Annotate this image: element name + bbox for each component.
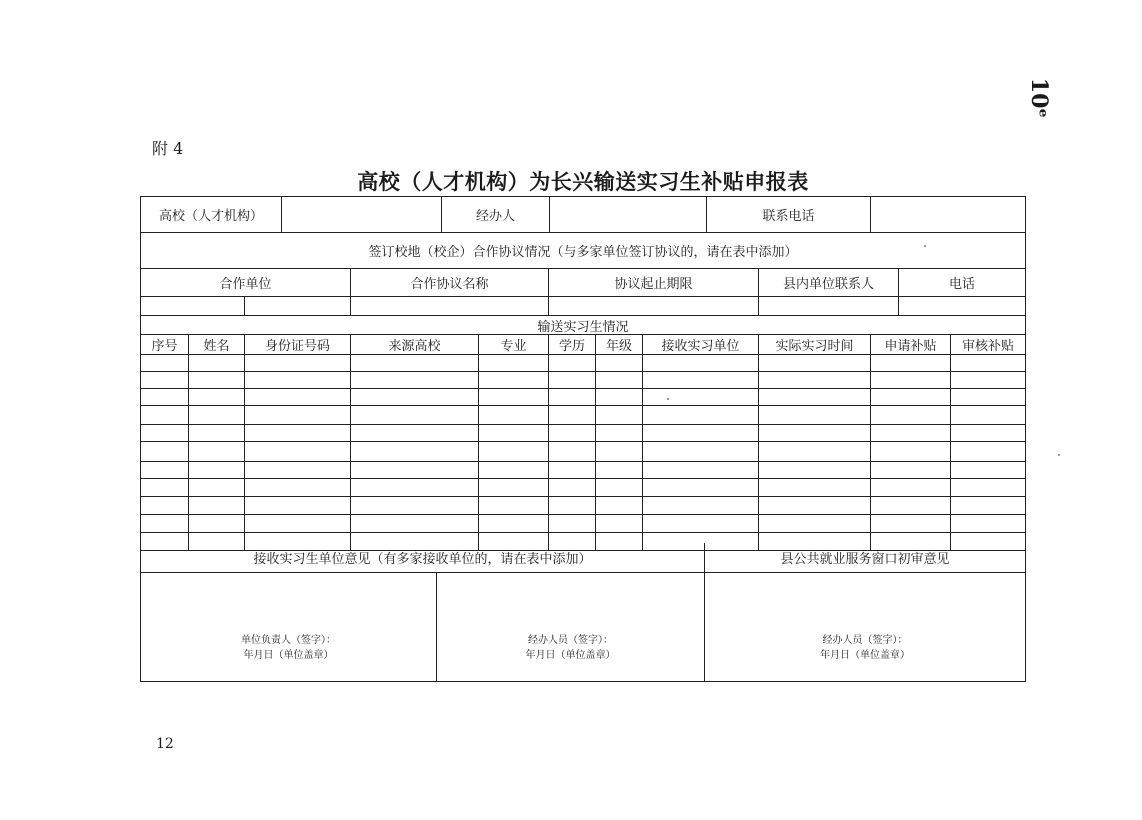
- col-agreement-period: 协议起止期限: [549, 269, 759, 297]
- intern-cell[interactable]: [759, 372, 871, 389]
- intern-cell[interactable]: [596, 479, 643, 497]
- institution-field[interactable]: [282, 197, 442, 233]
- intern-cell[interactable]: [351, 462, 479, 479]
- intern-cell[interactable]: [351, 389, 479, 406]
- intern-cell[interactable]: [189, 425, 245, 442]
- col-seq: 序号: [141, 335, 189, 355]
- col-partner-unit: 合作单位: [141, 269, 351, 297]
- col-subsidy-requested: 申请补贴: [871, 335, 951, 355]
- intern-cell[interactable]: [189, 515, 245, 533]
- signature-line: 单位负责人（签字）：: [241, 635, 336, 646]
- window-review-title: 县公共就业服务窗口初审意见: [705, 543, 1026, 573]
- col-host-unit: 接收实习单位: [643, 335, 759, 355]
- intern-cell[interactable]: [951, 515, 1026, 533]
- intern-cell[interactable]: [951, 442, 1026, 462]
- intern-cell[interactable]: [245, 462, 351, 479]
- form-title: 高校（人才机构）为长兴输送实习生补贴申报表: [357, 170, 809, 194]
- intern-cell[interactable]: [189, 406, 245, 425]
- col-actual-period: 实际实习时间: [759, 335, 871, 355]
- signature-box-window-handler[interactable]: [705, 573, 1026, 682]
- scan-speck: [924, 245, 926, 247]
- col-agreement-name: 合作协议名称: [351, 269, 549, 297]
- page-number: 12: [156, 736, 174, 752]
- intern-cell[interactable]: [596, 355, 643, 372]
- intern-cell[interactable]: [759, 515, 871, 533]
- intern-cell[interactable]: [245, 406, 351, 425]
- intern-cell[interactable]: [141, 442, 189, 462]
- intern-cell[interactable]: [643, 479, 759, 497]
- signature-box-unit-head[interactable]: [141, 573, 437, 682]
- intern-cell[interactable]: [189, 442, 245, 462]
- handler-field[interactable]: [550, 197, 707, 233]
- intern-cell[interactable]: [871, 442, 951, 462]
- col-degree: 学历: [549, 335, 596, 355]
- intern-cell[interactable]: [951, 372, 1026, 389]
- intern-cell[interactable]: [951, 425, 1026, 442]
- intern-cell[interactable]: [479, 389, 549, 406]
- intern-cell[interactable]: [596, 462, 643, 479]
- intern-cell[interactable]: [596, 442, 643, 462]
- intern-cell[interactable]: [141, 389, 189, 406]
- intern-cell[interactable]: [643, 497, 759, 515]
- intern-cell[interactable]: [643, 442, 759, 462]
- intern-cell[interactable]: [643, 389, 759, 406]
- intern-cell[interactable]: [549, 355, 596, 372]
- col-contact-phone: 电话: [899, 269, 1026, 297]
- intern-cell[interactable]: [189, 372, 245, 389]
- intern-cell[interactable]: [871, 389, 951, 406]
- intern-cell[interactable]: [596, 425, 643, 442]
- intern-cell[interactable]: [189, 479, 245, 497]
- page-mark: 10ᵉ: [1026, 77, 1052, 119]
- agreement-cell[interactable]: [549, 297, 759, 316]
- intern-cell[interactable]: [141, 372, 189, 389]
- col-local-contact: 县内单位联系人: [759, 269, 899, 297]
- agreement-cell[interactable]: [899, 297, 1026, 316]
- intern-cell[interactable]: [596, 515, 643, 533]
- date-stamp-line: 年月日（单位盖章）: [525, 650, 616, 661]
- agreement-section-title: 签订校地（校企）合作协议情况（与多家单位签订协议的，请在表中添加）: [141, 233, 1026, 269]
- intern-cell[interactable]: [549, 442, 596, 462]
- intern-cell[interactable]: [189, 389, 245, 406]
- intern-cell[interactable]: [871, 462, 951, 479]
- intern-cell[interactable]: [596, 372, 643, 389]
- intern-cell[interactable]: [759, 406, 871, 425]
- intern-cell[interactable]: [759, 497, 871, 515]
- col-grade: 年级: [596, 335, 643, 355]
- intern-cell[interactable]: [759, 389, 871, 406]
- intern-cell[interactable]: [643, 355, 759, 372]
- intern-cell[interactable]: [351, 355, 479, 372]
- agreement-cell[interactable]: [351, 297, 549, 316]
- intern-cell[interactable]: [189, 462, 245, 479]
- intern-cell[interactable]: [351, 497, 479, 515]
- intern-cell[interactable]: [141, 406, 189, 425]
- host-unit-opinion-title: 接收实习生单位意见（有多家接收单位的，请在表中添加）: [141, 543, 705, 573]
- intern-cell[interactable]: [141, 479, 189, 497]
- intern-cell[interactable]: [596, 389, 643, 406]
- intern-section-title: 输送实习生情况: [141, 316, 1026, 335]
- scan-speck: [1058, 454, 1060, 456]
- intern-cell[interactable]: [871, 406, 951, 425]
- intern-cell[interactable]: [245, 372, 351, 389]
- intern-cell[interactable]: [549, 462, 596, 479]
- intern-cell[interactable]: [871, 425, 951, 442]
- intern-cell[interactable]: [549, 406, 596, 425]
- intern-cell[interactable]: [549, 372, 596, 389]
- intern-cell[interactable]: [643, 406, 759, 425]
- intern-cell[interactable]: [351, 372, 479, 389]
- signature-line: 经办人员（签字）：: [822, 635, 908, 646]
- intern-cell[interactable]: [871, 372, 951, 389]
- intern-cell[interactable]: [479, 462, 549, 479]
- intern-cell[interactable]: [643, 515, 759, 533]
- intern-cell[interactable]: [759, 425, 871, 442]
- institution-label: 高校（人才机构）: [141, 197, 282, 233]
- intern-cell[interactable]: [549, 497, 596, 515]
- intern-cell[interactable]: [245, 425, 351, 442]
- intern-cell[interactable]: [479, 425, 549, 442]
- intern-cell[interactable]: [245, 515, 351, 533]
- intern-cell[interactable]: [871, 355, 951, 372]
- agreement-cell[interactable]: [245, 297, 351, 316]
- intern-cell[interactable]: [245, 442, 351, 462]
- intern-cell[interactable]: [245, 355, 351, 372]
- intern-cell[interactable]: [596, 497, 643, 515]
- intern-cell[interactable]: [951, 389, 1026, 406]
- intern-cell[interactable]: [951, 355, 1026, 372]
- phone-label: 联系电话: [707, 197, 871, 233]
- agreement-cell[interactable]: [141, 297, 245, 316]
- intern-cell[interactable]: [951, 479, 1026, 497]
- intern-cell[interactable]: [141, 462, 189, 479]
- intern-cell[interactable]: [759, 462, 871, 479]
- intern-cell[interactable]: [141, 425, 189, 442]
- col-id-number: 身份证号码: [245, 335, 351, 355]
- intern-cell[interactable]: [189, 355, 245, 372]
- intern-cell[interactable]: [189, 497, 245, 515]
- intern-cell[interactable]: [643, 462, 759, 479]
- intern-cell[interactable]: [951, 462, 1026, 479]
- phone-field[interactable]: [871, 197, 1026, 233]
- scan-speck: [667, 398, 669, 400]
- intern-cell[interactable]: [759, 442, 871, 462]
- signature-box-handler[interactable]: [437, 573, 705, 682]
- handler-label: 经办人: [442, 197, 550, 233]
- intern-cell[interactable]: [951, 406, 1026, 425]
- intern-cell[interactable]: [643, 372, 759, 389]
- date-stamp-line: 年月日（单位盖章）: [820, 650, 910, 661]
- intern-cell[interactable]: [351, 406, 479, 425]
- attachment-label: 附 4: [152, 139, 184, 158]
- intern-cell[interactable]: [351, 425, 479, 442]
- intern-cell[interactable]: [549, 425, 596, 442]
- intern-cell[interactable]: [141, 497, 189, 515]
- application-form-table: [140, 196, 1026, 682]
- intern-cell[interactable]: [549, 479, 596, 497]
- intern-cell[interactable]: [479, 479, 549, 497]
- intern-cell[interactable]: [351, 515, 479, 533]
- date-stamp-line: 年月日（单位盖章）: [243, 650, 334, 661]
- col-subsidy-approved: 审核补贴: [951, 335, 1026, 355]
- intern-cell[interactable]: [141, 355, 189, 372]
- intern-cell[interactable]: [549, 515, 596, 533]
- intern-cell[interactable]: [479, 497, 549, 515]
- intern-cell[interactable]: [351, 442, 479, 462]
- intern-cell[interactable]: [479, 515, 549, 533]
- intern-cell[interactable]: [245, 389, 351, 406]
- signature-line: 经办人员（签字）：: [528, 635, 613, 646]
- intern-cell[interactable]: [871, 497, 951, 515]
- col-source-university: 来源高校: [351, 335, 479, 355]
- intern-cell[interactable]: [871, 479, 951, 497]
- intern-cell[interactable]: [549, 389, 596, 406]
- intern-cell[interactable]: [479, 406, 549, 425]
- intern-cell[interactable]: [479, 372, 549, 389]
- intern-cell[interactable]: [351, 479, 479, 497]
- intern-cell[interactable]: [643, 425, 759, 442]
- intern-cell[interactable]: [759, 355, 871, 372]
- intern-cell[interactable]: [596, 406, 643, 425]
- intern-cell[interactable]: [141, 515, 189, 533]
- agreement-cell[interactable]: [759, 297, 899, 316]
- intern-cell[interactable]: [245, 497, 351, 515]
- intern-cell[interactable]: [479, 355, 549, 372]
- col-major: 专业: [479, 335, 549, 355]
- intern-cell[interactable]: [759, 479, 871, 497]
- intern-cell[interactable]: [245, 479, 351, 497]
- intern-cell[interactable]: [871, 515, 951, 533]
- col-name: 姓名: [189, 335, 245, 355]
- intern-cell[interactable]: [951, 497, 1026, 515]
- intern-cell[interactable]: [479, 442, 549, 462]
